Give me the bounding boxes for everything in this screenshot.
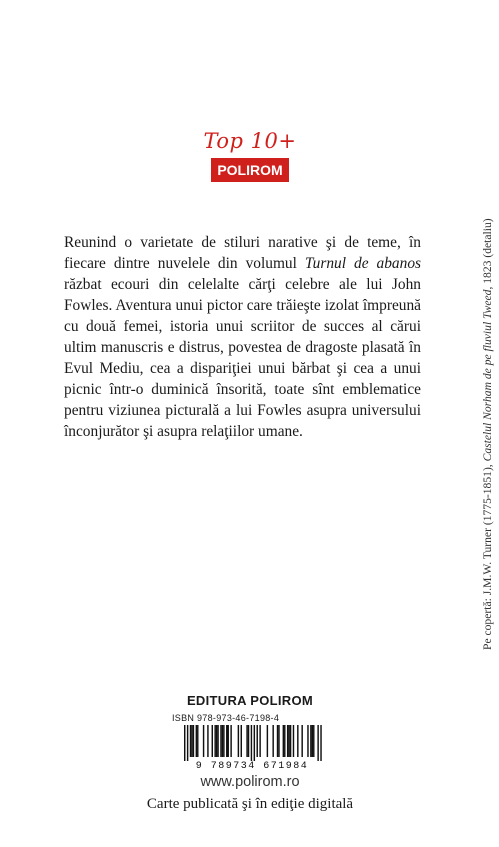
barcode-bar — [238, 725, 239, 757]
barcode-bar — [254, 725, 255, 761]
barcode-bar — [226, 725, 227, 757]
barcode-bar — [228, 725, 229, 757]
book-title: Turnul de abanos — [304, 255, 422, 272]
barcode-bar — [277, 725, 278, 757]
barcode-bar — [184, 725, 185, 761]
cover-credit-suffix: , 1823 (detaliu) — [481, 218, 494, 290]
barcode-bar — [190, 725, 191, 757]
book-blurb — [64, 232, 421, 442]
barcode-bar — [257, 725, 258, 757]
barcode-bar — [223, 725, 224, 757]
barcode-bar — [310, 725, 311, 757]
barcode-bar — [297, 725, 298, 757]
barcode-bar — [197, 725, 198, 757]
isbn: ISBN 978-973-46-7198-4 — [172, 713, 280, 723]
barcode-bar — [246, 725, 247, 757]
series-name: Top 10+ — [203, 129, 297, 153]
barcode-bar — [241, 725, 242, 757]
blurb-text-end: răzbat ecouri din celelalte cărţi celebre ale lui John Fowles. Aventura unui pictor care trăieşte izolat împreună cu două femei, istoria unui scriitor de succes al cărui ultim manuscris e distrus, povestea de dragoste plasată în Evul Mediu, cea a dispariţiei unui bărbat şi cea a unui picnic într-o duminică însorită, toate sînt emblematice pentru viziunea picturală a lui Fowles asupra universului înconjurător şi asupra relaţiilor umane. — [64, 276, 421, 440]
barcode-bar — [187, 725, 188, 761]
barcode-bar — [272, 725, 273, 757]
barcode-bar — [320, 725, 321, 761]
barcode-bar — [290, 725, 291, 757]
digital-edition-note: Carte publicată şi în ediţie digitală — [146, 796, 354, 812]
barcode-bar — [313, 725, 314, 757]
barcode-bar — [278, 725, 279, 757]
barcode-bar — [283, 725, 284, 757]
barcode — [172, 725, 332, 769]
barcode-bar — [301, 725, 302, 757]
barcode-bar — [207, 725, 208, 757]
barcode-bar — [216, 725, 217, 757]
barcode-bar — [217, 725, 218, 757]
barcode-bar — [196, 725, 197, 757]
barcode-bar — [312, 725, 313, 757]
barcode-bar — [230, 725, 231, 757]
barcode-bar — [317, 725, 318, 761]
barcode-bar — [193, 725, 194, 757]
barcode-bar — [287, 725, 288, 757]
barcode-bar — [307, 725, 308, 757]
barcode-bar — [284, 725, 285, 757]
blurb-text-start: Reunind o varietate de stiluri narative şi de teme, în fiecare dintre nuvelele din volumul — [64, 234, 421, 272]
barcode-bar — [222, 725, 223, 757]
barcode-bar — [220, 725, 221, 757]
barcode-bar — [212, 725, 213, 757]
barcode-bar — [293, 725, 294, 757]
website-link: www.polirom.ro — [200, 774, 300, 790]
barcode-bar — [214, 725, 215, 757]
cover-credit-prefix: Pe copertă: J.M.W. Turner (1775-1851), — [481, 461, 494, 650]
barcode-bar — [267, 725, 268, 757]
barcode-bar — [191, 725, 192, 757]
publisher-name: EDITURA POLIROM — [186, 693, 314, 708]
barcode-bar — [288, 725, 289, 757]
barcode-bar — [251, 725, 252, 761]
painting-title: Castelul Norham de pe fluviul Tweed — [481, 289, 494, 462]
publisher-badge: POLIROM — [211, 158, 289, 182]
series-logo — [200, 128, 300, 182]
barcode-bar — [259, 725, 260, 757]
barcode-bar — [248, 725, 249, 757]
cover-credit — [481, 170, 494, 650]
barcode-digits: 9 789734 671984 — [195, 761, 309, 769]
barcode-bar — [203, 725, 204, 757]
